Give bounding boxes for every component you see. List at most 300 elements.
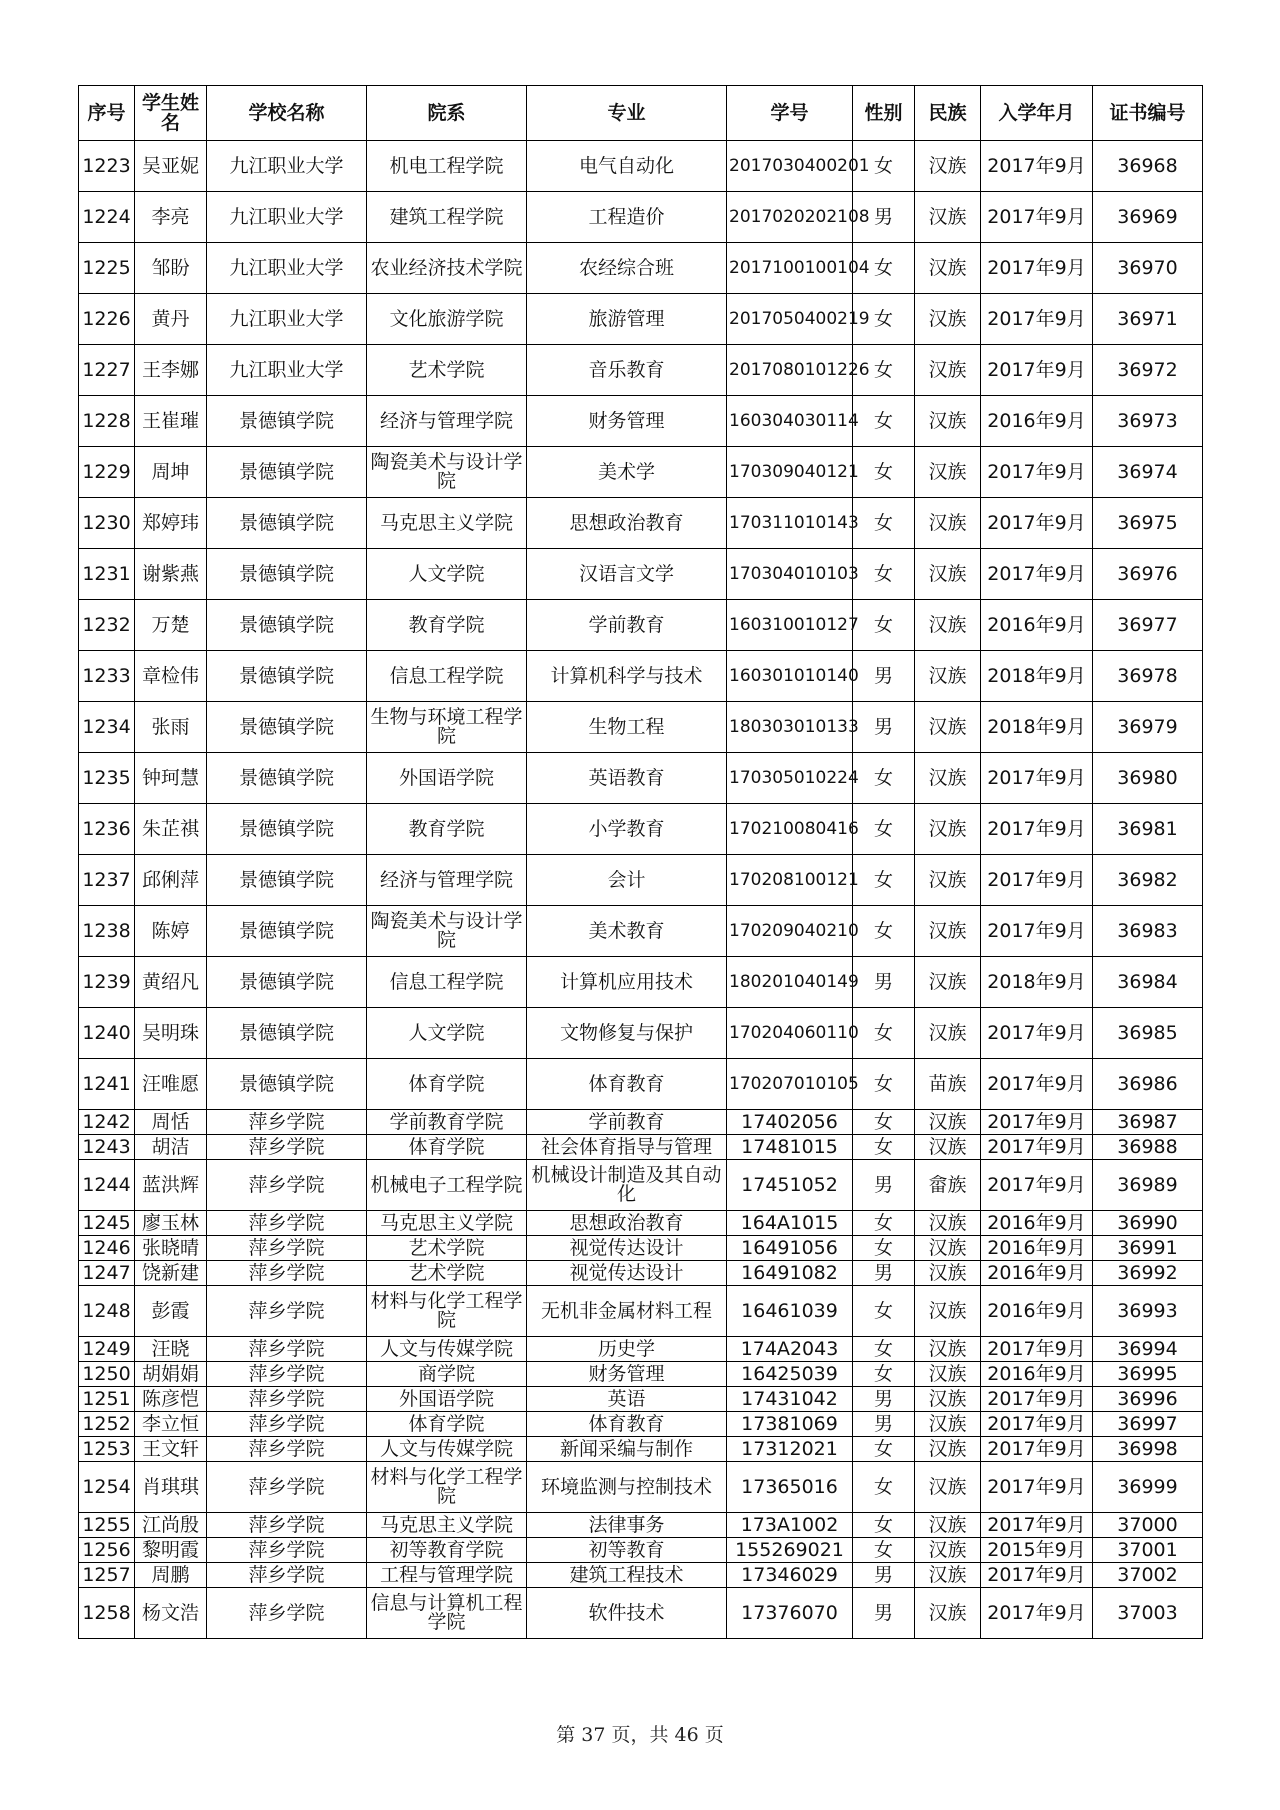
ethnicity-cell: 汉族 — [915, 141, 981, 192]
student-name-cell: 周鹏 — [135, 1563, 207, 1588]
ethnicity-cell: 汉族 — [915, 345, 981, 396]
school-name-cell: 景德镇学院 — [207, 702, 367, 753]
enroll-date-cell: 2017年9月 — [981, 1387, 1093, 1412]
ethnicity-cell: 汉族 — [915, 957, 981, 1008]
cert-number-cell: 36994 — [1093, 1337, 1203, 1362]
sex-cell: 女 — [853, 1513, 915, 1538]
header-enroll-date: 入学年月 — [981, 86, 1093, 141]
student-name-cell: 万楚 — [135, 600, 207, 651]
department-cell: 信息与计算机工程学院 — [367, 1588, 527, 1639]
department-cell: 学前教育学院 — [367, 1110, 527, 1135]
school-name-cell: 萍乡学院 — [207, 1286, 367, 1337]
student-name-cell: 彭霞 — [135, 1286, 207, 1337]
student-id-cell: 2017020202108 — [727, 192, 853, 243]
major-cell: 会计 — [527, 855, 727, 906]
table-row — [79, 1135, 1203, 1160]
school-name-cell: 萍乡学院 — [207, 1362, 367, 1387]
table-row — [79, 447, 1203, 498]
sex-cell: 女 — [853, 1110, 915, 1135]
student-name-cell: 肖琪琪 — [135, 1462, 207, 1513]
student-name-cell: 胡娟娟 — [135, 1362, 207, 1387]
department-cell: 生物与环境工程学院 — [367, 702, 527, 753]
ethnicity-cell: 汉族 — [915, 1513, 981, 1538]
ethnicity-cell: 汉族 — [915, 753, 981, 804]
cert-number-cell: 37000 — [1093, 1513, 1203, 1538]
department-cell: 机械电子工程学院 — [367, 1160, 527, 1211]
table-row — [79, 1437, 1203, 1462]
row-number-cell: 1227 — [79, 345, 135, 396]
school-name-cell: 景德镇学院 — [207, 1059, 367, 1110]
department-cell: 农业经济技术学院 — [367, 243, 527, 294]
row-number-cell: 1229 — [79, 447, 135, 498]
enroll-date-cell: 2017年9月 — [981, 1588, 1093, 1639]
department-cell: 文化旅游学院 — [367, 294, 527, 345]
enroll-date-cell: 2017年9月 — [981, 294, 1093, 345]
school-name-cell: 萍乡学院 — [207, 1387, 367, 1412]
table-row — [79, 1286, 1203, 1337]
table-row — [79, 396, 1203, 447]
cert-number-cell: 36976 — [1093, 549, 1203, 600]
student-id-cell: 170309040121 — [727, 447, 853, 498]
cert-number-cell: 36982 — [1093, 855, 1203, 906]
student-id-cell: 170311010143 — [727, 498, 853, 549]
enroll-date-cell: 2017年9月 — [981, 141, 1093, 192]
major-cell: 视觉传达设计 — [527, 1236, 727, 1261]
department-cell: 商学院 — [367, 1362, 527, 1387]
ethnicity-cell: 汉族 — [915, 855, 981, 906]
cert-number-cell: 36995 — [1093, 1362, 1203, 1387]
table-row — [79, 1387, 1203, 1412]
student-id-cell: 164A1015 — [727, 1211, 853, 1236]
row-number-cell: 1249 — [79, 1337, 135, 1362]
row-number-cell: 1247 — [79, 1261, 135, 1286]
department-cell: 经济与管理学院 — [367, 396, 527, 447]
student-name-cell: 王李娜 — [135, 345, 207, 396]
department-cell: 人文学院 — [367, 549, 527, 600]
department-cell: 人文与传媒学院 — [367, 1337, 527, 1362]
sex-cell: 女 — [853, 1437, 915, 1462]
table-row — [79, 1462, 1203, 1513]
ethnicity-cell: 汉族 — [915, 1387, 981, 1412]
ethnicity-cell: 汉族 — [915, 192, 981, 243]
row-number-cell: 1224 — [79, 192, 135, 243]
row-number-cell: 1253 — [79, 1437, 135, 1462]
ethnicity-cell: 汉族 — [915, 1286, 981, 1337]
major-cell: 工程造价 — [527, 192, 727, 243]
school-name-cell: 景德镇学院 — [207, 447, 367, 498]
cert-number-cell: 36974 — [1093, 447, 1203, 498]
table-row — [79, 1236, 1203, 1261]
department-cell: 体育学院 — [367, 1135, 527, 1160]
student-id-cell: 155269021 — [727, 1538, 853, 1563]
student-id-cell: 17312021 — [727, 1437, 853, 1462]
row-number-cell: 1242 — [79, 1110, 135, 1135]
table-row — [79, 294, 1203, 345]
ethnicity-cell: 汉族 — [915, 1462, 981, 1513]
cert-number-cell: 37002 — [1093, 1563, 1203, 1588]
ethnicity-cell: 汉族 — [915, 1008, 981, 1059]
enroll-date-cell: 2016年9月 — [981, 1286, 1093, 1337]
school-name-cell: 萍乡学院 — [207, 1437, 367, 1462]
school-name-cell: 景德镇学院 — [207, 651, 367, 702]
ethnicity-cell: 苗族 — [915, 1059, 981, 1110]
ethnicity-cell: 汉族 — [915, 702, 981, 753]
cert-number-cell: 36983 — [1093, 906, 1203, 957]
student-name-cell: 章检伟 — [135, 651, 207, 702]
department-cell: 体育学院 — [367, 1412, 527, 1437]
student-name-cell: 张晓晴 — [135, 1236, 207, 1261]
school-name-cell: 九江职业大学 — [207, 141, 367, 192]
school-name-cell: 萍乡学院 — [207, 1110, 367, 1135]
table-row — [79, 702, 1203, 753]
cert-number-cell: 36990 — [1093, 1211, 1203, 1236]
cert-number-cell: 36999 — [1093, 1462, 1203, 1513]
sex-cell: 女 — [853, 1059, 915, 1110]
cert-number-cell: 36973 — [1093, 396, 1203, 447]
table-row — [79, 192, 1203, 243]
department-cell: 教育学院 — [367, 600, 527, 651]
major-cell: 初等教育 — [527, 1538, 727, 1563]
department-cell: 艺术学院 — [367, 1261, 527, 1286]
major-cell: 历史学 — [527, 1337, 727, 1362]
sex-cell: 女 — [853, 1362, 915, 1387]
student-name-cell: 邱俐萍 — [135, 855, 207, 906]
student-id-cell: 16491056 — [727, 1236, 853, 1261]
sex-cell: 男 — [853, 1261, 915, 1286]
school-name-cell: 九江职业大学 — [207, 243, 367, 294]
student-name-cell: 谢紫燕 — [135, 549, 207, 600]
major-cell: 英语教育 — [527, 753, 727, 804]
enroll-date-cell: 2017年9月 — [981, 1110, 1093, 1135]
row-number-cell: 1236 — [79, 804, 135, 855]
cert-number-cell: 36996 — [1093, 1387, 1203, 1412]
student-id-cell: 17402056 — [727, 1110, 853, 1135]
major-cell: 英语 — [527, 1387, 727, 1412]
enroll-date-cell: 2017年9月 — [981, 1462, 1093, 1513]
school-name-cell: 景德镇学院 — [207, 600, 367, 651]
cert-number-cell: 36985 — [1093, 1008, 1203, 1059]
department-cell: 人文学院 — [367, 1008, 527, 1059]
school-name-cell: 萍乡学院 — [207, 1588, 367, 1639]
major-cell: 电气自动化 — [527, 141, 727, 192]
enroll-date-cell: 2016年9月 — [981, 396, 1093, 447]
header-student-id: 学号 — [727, 86, 853, 141]
enroll-date-cell: 2016年9月 — [981, 1261, 1093, 1286]
row-number-cell: 1237 — [79, 855, 135, 906]
table-row — [79, 753, 1203, 804]
row-number-cell: 1258 — [79, 1588, 135, 1639]
cert-number-cell: 36998 — [1093, 1437, 1203, 1462]
major-cell: 法律事务 — [527, 1513, 727, 1538]
enroll-date-cell: 2017年9月 — [981, 855, 1093, 906]
table-row — [79, 906, 1203, 957]
table-row — [79, 549, 1203, 600]
sex-cell: 女 — [853, 1286, 915, 1337]
sex-cell: 女 — [853, 345, 915, 396]
school-name-cell: 景德镇学院 — [207, 957, 367, 1008]
major-cell: 汉语言文学 — [527, 549, 727, 600]
table-row — [79, 1412, 1203, 1437]
student-id-cell: 17431042 — [727, 1387, 853, 1412]
table-row — [79, 855, 1203, 906]
header-sex: 性别 — [853, 86, 915, 141]
table-row — [79, 1337, 1203, 1362]
cert-number-cell: 37001 — [1093, 1538, 1203, 1563]
school-name-cell: 萍乡学院 — [207, 1236, 367, 1261]
sex-cell: 女 — [853, 1211, 915, 1236]
student-name-cell: 吴明珠 — [135, 1008, 207, 1059]
school-name-cell: 萍乡学院 — [207, 1211, 367, 1236]
school-name-cell: 萍乡学院 — [207, 1261, 367, 1286]
department-cell: 教育学院 — [367, 804, 527, 855]
table-row — [79, 1362, 1203, 1387]
enroll-date-cell: 2017年9月 — [981, 243, 1093, 294]
enroll-date-cell: 2018年9月 — [981, 957, 1093, 1008]
row-number-cell: 1232 — [79, 600, 135, 651]
sex-cell: 男 — [853, 1412, 915, 1437]
enroll-date-cell: 2017年9月 — [981, 906, 1093, 957]
ethnicity-cell: 汉族 — [915, 600, 981, 651]
school-name-cell: 萍乡学院 — [207, 1513, 367, 1538]
cert-number-cell: 36969 — [1093, 192, 1203, 243]
sex-cell: 男 — [853, 1588, 915, 1639]
cert-number-cell: 36970 — [1093, 243, 1203, 294]
department-cell: 体育学院 — [367, 1059, 527, 1110]
student-id-cell: 170210080416 — [727, 804, 853, 855]
row-number-cell: 1235 — [79, 753, 135, 804]
row-number-cell: 1239 — [79, 957, 135, 1008]
ethnicity-cell: 汉族 — [915, 1135, 981, 1160]
department-cell: 工程与管理学院 — [367, 1563, 527, 1588]
table-row — [79, 345, 1203, 396]
sex-cell: 女 — [853, 396, 915, 447]
student-name-cell: 朱芷祺 — [135, 804, 207, 855]
major-cell: 财务管理 — [527, 1362, 727, 1387]
sex-cell: 男 — [853, 702, 915, 753]
cert-number-cell: 36989 — [1093, 1160, 1203, 1211]
ethnicity-cell: 汉族 — [915, 1337, 981, 1362]
cert-number-cell: 36979 — [1093, 702, 1203, 753]
student-name-cell: 黄丹 — [135, 294, 207, 345]
enroll-date-cell: 2017年9月 — [981, 1160, 1093, 1211]
cert-number-cell: 36993 — [1093, 1286, 1203, 1337]
enroll-date-cell: 2017年9月 — [981, 447, 1093, 498]
sex-cell: 女 — [853, 447, 915, 498]
student-name-cell: 陈婷 — [135, 906, 207, 957]
row-number-cell: 1252 — [79, 1412, 135, 1437]
table-row — [79, 243, 1203, 294]
cert-number-cell: 36981 — [1093, 804, 1203, 855]
major-cell: 学前教育 — [527, 600, 727, 651]
sex-cell: 女 — [853, 1462, 915, 1513]
cert-number-cell: 36977 — [1093, 600, 1203, 651]
enroll-date-cell: 2016年9月 — [981, 1362, 1093, 1387]
ethnicity-cell: 汉族 — [915, 396, 981, 447]
enroll-date-cell: 2017年9月 — [981, 192, 1093, 243]
table-row — [79, 804, 1203, 855]
certificate-table — [78, 85, 1203, 1639]
school-name-cell: 景德镇学院 — [207, 396, 367, 447]
student-id-cell: 17376070 — [727, 1588, 853, 1639]
student-id-cell: 16491082 — [727, 1261, 853, 1286]
department-cell: 外国语学院 — [367, 1387, 527, 1412]
row-number-cell: 1234 — [79, 702, 135, 753]
major-cell: 计算机科学与技术 — [527, 651, 727, 702]
student-id-cell: 170207010105 — [727, 1059, 853, 1110]
enroll-date-cell: 2017年9月 — [981, 549, 1093, 600]
cert-number-cell: 36991 — [1093, 1236, 1203, 1261]
cert-number-cell: 36984 — [1093, 957, 1203, 1008]
enroll-date-cell: 2017年9月 — [981, 1412, 1093, 1437]
student-id-cell: 170208100121 — [727, 855, 853, 906]
student-name-cell: 郑婷玮 — [135, 498, 207, 549]
enroll-date-cell: 2017年9月 — [981, 1135, 1093, 1160]
ethnicity-cell: 汉族 — [915, 1261, 981, 1286]
ethnicity-cell: 汉族 — [915, 804, 981, 855]
student-id-cell: 2017050400219 — [727, 294, 853, 345]
row-number-cell: 1233 — [79, 651, 135, 702]
sex-cell: 女 — [853, 141, 915, 192]
sex-cell: 女 — [853, 1008, 915, 1059]
student-id-cell: 17451052 — [727, 1160, 853, 1211]
department-cell: 人文与传媒学院 — [367, 1437, 527, 1462]
header-name: 学生姓名 — [135, 86, 207, 141]
school-name-cell: 萍乡学院 — [207, 1538, 367, 1563]
major-cell: 文物修复与保护 — [527, 1008, 727, 1059]
major-cell: 思想政治教育 — [527, 498, 727, 549]
student-name-cell: 汪晓 — [135, 1337, 207, 1362]
student-id-cell: 2017100100104 — [727, 243, 853, 294]
row-number-cell: 1230 — [79, 498, 135, 549]
row-number-cell: 1231 — [79, 549, 135, 600]
cert-number-cell: 36997 — [1093, 1412, 1203, 1437]
header-dept: 院系 — [367, 86, 527, 141]
cert-number-cell: 36987 — [1093, 1110, 1203, 1135]
enroll-date-cell: 2017年9月 — [981, 804, 1093, 855]
enroll-date-cell: 2017年9月 — [981, 1437, 1093, 1462]
major-cell: 体育教育 — [527, 1412, 727, 1437]
header-cert-no: 证书编号 — [1093, 86, 1203, 141]
department-cell: 陶瓷美术与设计学院 — [367, 447, 527, 498]
student-id-cell: 16461039 — [727, 1286, 853, 1337]
major-cell: 旅游管理 — [527, 294, 727, 345]
table-row — [79, 1588, 1203, 1639]
student-name-cell: 李亮 — [135, 192, 207, 243]
enroll-date-cell: 2017年9月 — [981, 345, 1093, 396]
cert-number-cell: 37003 — [1093, 1588, 1203, 1639]
sex-cell: 女 — [853, 804, 915, 855]
major-cell: 社会体育指导与管理 — [527, 1135, 727, 1160]
school-name-cell: 景德镇学院 — [207, 549, 367, 600]
table-row — [79, 141, 1203, 192]
major-cell: 生物工程 — [527, 702, 727, 753]
ethnicity-cell: 汉族 — [915, 294, 981, 345]
school-name-cell: 萍乡学院 — [207, 1337, 367, 1362]
enroll-date-cell: 2018年9月 — [981, 702, 1093, 753]
table-row — [79, 1538, 1203, 1563]
school-name-cell: 萍乡学院 — [207, 1160, 367, 1211]
school-name-cell: 景德镇学院 — [207, 804, 367, 855]
student-name-cell: 胡洁 — [135, 1135, 207, 1160]
ethnicity-cell: 畲族 — [915, 1160, 981, 1211]
student-id-cell: 180201040149 — [727, 957, 853, 1008]
student-id-cell: 2017080101226 — [727, 345, 853, 396]
cert-number-cell: 36975 — [1093, 498, 1203, 549]
student-name-cell: 汪唯愿 — [135, 1059, 207, 1110]
header-major: 专业 — [527, 86, 727, 141]
major-cell: 小学教育 — [527, 804, 727, 855]
student-id-cell: 16425039 — [727, 1362, 853, 1387]
school-name-cell: 景德镇学院 — [207, 498, 367, 549]
enroll-date-cell: 2017年9月 — [981, 1008, 1093, 1059]
ethnicity-cell: 汉族 — [915, 243, 981, 294]
department-cell: 材料与化学工程学院 — [367, 1286, 527, 1337]
table-row — [79, 1261, 1203, 1286]
school-name-cell: 景德镇学院 — [207, 855, 367, 906]
student-name-cell: 饶新建 — [135, 1261, 207, 1286]
school-name-cell: 景德镇学院 — [207, 1008, 367, 1059]
school-name-cell: 萍乡学院 — [207, 1462, 367, 1513]
major-cell: 计算机应用技术 — [527, 957, 727, 1008]
major-cell: 无机非金属材料工程 — [527, 1286, 727, 1337]
enroll-date-cell: 2016年9月 — [981, 1236, 1093, 1261]
row-number-cell: 1244 — [79, 1160, 135, 1211]
cert-number-cell: 36986 — [1093, 1059, 1203, 1110]
school-name-cell: 萍乡学院 — [207, 1563, 367, 1588]
department-cell: 信息工程学院 — [367, 957, 527, 1008]
table-row — [79, 498, 1203, 549]
school-name-cell: 景德镇学院 — [207, 753, 367, 804]
table-row — [79, 600, 1203, 651]
enroll-date-cell: 2017年9月 — [981, 1513, 1093, 1538]
sex-cell: 男 — [853, 957, 915, 1008]
student-id-cell: 160310010127 — [727, 600, 853, 651]
table-row — [79, 1513, 1203, 1538]
table-row — [79, 957, 1203, 1008]
row-number-cell: 1238 — [79, 906, 135, 957]
sex-cell: 女 — [853, 498, 915, 549]
student-name-cell: 蓝洪辉 — [135, 1160, 207, 1211]
student-id-cell: 160304030114 — [727, 396, 853, 447]
sex-cell: 女 — [853, 1337, 915, 1362]
sex-cell: 男 — [853, 192, 915, 243]
major-cell: 软件技术 — [527, 1588, 727, 1639]
ethnicity-cell: 汉族 — [915, 651, 981, 702]
department-cell: 外国语学院 — [367, 753, 527, 804]
student-name-cell: 杨文浩 — [135, 1588, 207, 1639]
sex-cell: 女 — [853, 753, 915, 804]
sex-cell: 女 — [853, 600, 915, 651]
sex-cell: 女 — [853, 243, 915, 294]
ethnicity-cell: 汉族 — [915, 1437, 981, 1462]
ethnicity-cell: 汉族 — [915, 1110, 981, 1135]
student-name-cell: 王崔璀 — [135, 396, 207, 447]
student-id-cell: 160301010140 — [727, 651, 853, 702]
ethnicity-cell: 汉族 — [915, 1362, 981, 1387]
row-number-cell: 1255 — [79, 1513, 135, 1538]
department-cell: 艺术学院 — [367, 345, 527, 396]
ethnicity-cell: 汉族 — [915, 447, 981, 498]
row-number-cell: 1228 — [79, 396, 135, 447]
school-name-cell: 萍乡学院 — [207, 1135, 367, 1160]
department-cell: 建筑工程学院 — [367, 192, 527, 243]
enroll-date-cell: 2018年9月 — [981, 651, 1093, 702]
enroll-date-cell: 2017年9月 — [981, 1563, 1093, 1588]
major-cell: 美术学 — [527, 447, 727, 498]
ethnicity-cell: 汉族 — [915, 549, 981, 600]
row-number-cell: 1223 — [79, 141, 135, 192]
student-id-cell: 170209040210 — [727, 906, 853, 957]
